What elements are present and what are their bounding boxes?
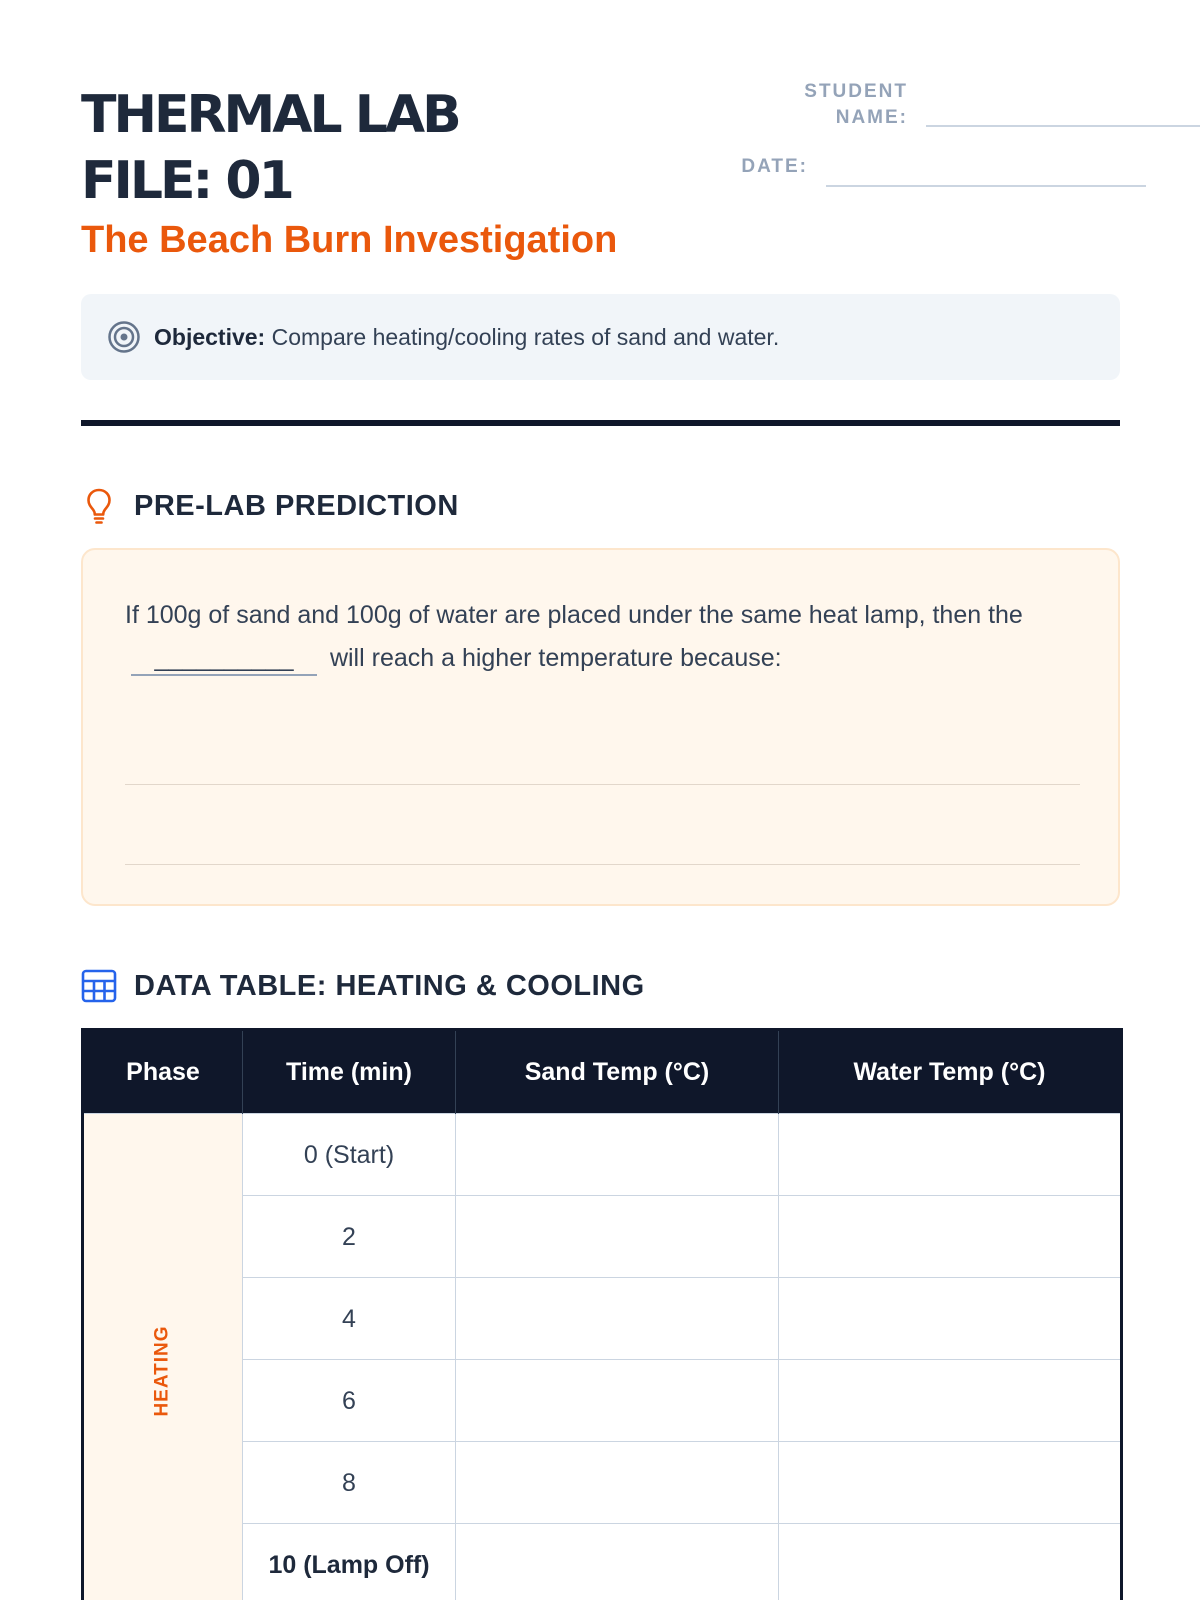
prediction-text-before: If 100g of sand and 100g of water are placed under the same heat lamp, then the bbox=[125, 601, 1023, 629]
table-header-row bbox=[83, 1030, 1122, 1114]
prediction-heading bbox=[81, 486, 459, 526]
column-header-water-temp: Water Temp (°C) bbox=[779, 1030, 1122, 1114]
prediction-text-after: will reach a higher temperature because: bbox=[329, 644, 782, 672]
student-name-field[interactable] bbox=[926, 125, 1200, 127]
column-header-time: Time (min) bbox=[243, 1030, 456, 1114]
lab-worksheet bbox=[81, 0, 1120, 1600]
objective-description: Compare heating/cooling rates of sand and water. bbox=[271, 324, 780, 350]
prediction-blank[interactable]: __________ bbox=[131, 642, 317, 676]
data-table bbox=[81, 1028, 1123, 1600]
target-icon bbox=[107, 320, 141, 354]
sand-temp-cell[interactable] bbox=[456, 1360, 779, 1442]
student-name-label-line-1: STUDENT bbox=[804, 81, 908, 102]
table-row bbox=[83, 1114, 1122, 1196]
water-temp-cell[interactable] bbox=[779, 1524, 1122, 1600]
prediction-prompt bbox=[125, 594, 1085, 680]
page-title bbox=[81, 82, 641, 214]
time-cell: 4 bbox=[243, 1278, 456, 1360]
column-header-phase: Phase bbox=[83, 1030, 243, 1114]
table-icon bbox=[81, 966, 117, 1006]
student-name-label bbox=[676, 79, 908, 131]
student-name-label-line-2: NAME: bbox=[835, 107, 908, 128]
section-divider bbox=[81, 420, 1120, 426]
sand-temp-cell[interactable] bbox=[456, 1442, 779, 1524]
time-cell: 10 (Lamp Off) bbox=[243, 1524, 456, 1600]
phase-label-heating: HEATING bbox=[152, 1325, 173, 1417]
time-cell: 6 bbox=[243, 1360, 456, 1442]
column-header-sand-temp: Sand Temp (°C) bbox=[456, 1030, 779, 1114]
sand-temp-cell[interactable] bbox=[456, 1196, 779, 1278]
date-label: DATE: bbox=[741, 156, 808, 177]
objective-text bbox=[154, 322, 779, 352]
phase-cell-heating bbox=[83, 1114, 243, 1600]
water-temp-cell[interactable] bbox=[779, 1442, 1122, 1524]
time-cell: 2 bbox=[243, 1196, 456, 1278]
water-temp-cell[interactable] bbox=[779, 1196, 1122, 1278]
time-cell: 8 bbox=[243, 1442, 456, 1524]
date-field[interactable] bbox=[826, 185, 1146, 187]
water-temp-cell[interactable] bbox=[779, 1360, 1122, 1442]
data-table-heading bbox=[81, 966, 645, 1006]
lightbulb-icon bbox=[81, 486, 117, 526]
time-cell: 0 (Start) bbox=[243, 1114, 456, 1196]
prediction-heading-label: PRE-LAB PREDICTION bbox=[134, 490, 459, 522]
sand-temp-cell[interactable] bbox=[456, 1278, 779, 1360]
objective-box bbox=[81, 294, 1120, 380]
title-line-2: FILE: 01 bbox=[81, 151, 292, 211]
answer-line[interactable] bbox=[125, 784, 1080, 785]
water-temp-cell[interactable] bbox=[779, 1278, 1122, 1360]
page-subtitle: The Beach Burn Investigation bbox=[81, 219, 618, 261]
sand-temp-cell[interactable] bbox=[456, 1524, 779, 1600]
water-temp-cell[interactable] bbox=[779, 1114, 1122, 1196]
sand-temp-cell[interactable] bbox=[456, 1114, 779, 1196]
title-line-1: THERMAL LAB bbox=[81, 85, 459, 145]
answer-line[interactable] bbox=[125, 864, 1080, 865]
objective-label: Objective: bbox=[154, 324, 266, 350]
data-table-heading-label: DATA TABLE: HEATING & COOLING bbox=[134, 970, 645, 1002]
prediction-box bbox=[81, 548, 1120, 906]
